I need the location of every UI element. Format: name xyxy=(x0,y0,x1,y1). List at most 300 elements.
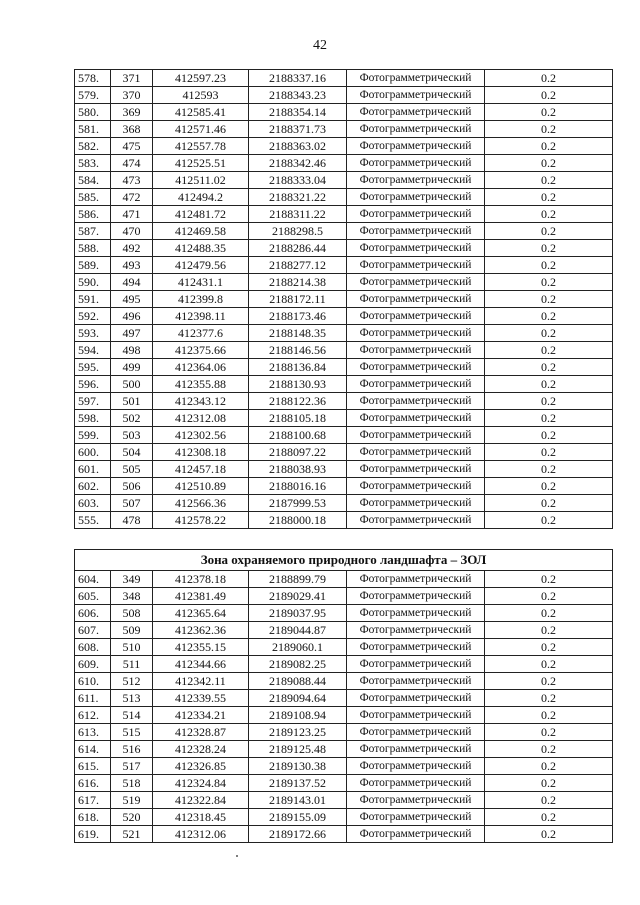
point-number-cell: 471 xyxy=(111,206,153,223)
point-number-cell: 510 xyxy=(111,639,153,656)
y-coordinate-cell: 2189029.41 xyxy=(249,588,347,605)
method-cell: Фотограмметрический xyxy=(347,206,485,223)
row-number-cell: 585. xyxy=(75,189,111,206)
row-number-cell: 588. xyxy=(75,240,111,257)
y-coordinate-cell: 2189037.95 xyxy=(249,605,347,622)
accuracy-cell: 0.2 xyxy=(485,223,613,240)
row-number-cell: 612. xyxy=(75,707,111,724)
accuracy-cell: 0.2 xyxy=(485,393,613,410)
point-number-cell: 503 xyxy=(111,427,153,444)
point-number-cell: 516 xyxy=(111,741,153,758)
table-row xyxy=(75,427,613,444)
y-coordinate-cell: 2188343.23 xyxy=(249,87,347,104)
row-number-cell: 609. xyxy=(75,656,111,673)
row-number-cell: 591. xyxy=(75,291,111,308)
method-cell: Фотограмметрический xyxy=(347,342,485,359)
method-cell: Фотограмметрический xyxy=(347,427,485,444)
point-number-cell: 474 xyxy=(111,155,153,172)
point-number-cell: 521 xyxy=(111,826,153,843)
x-coordinate-cell: 412326.85 xyxy=(153,758,249,775)
accuracy-cell: 0.2 xyxy=(485,291,613,308)
row-number-cell: 582. xyxy=(75,138,111,155)
method-cell: Фотограмметрический xyxy=(347,308,485,325)
zone-coordinates-table xyxy=(74,549,613,843)
table-row xyxy=(75,223,613,240)
x-coordinate-cell: 412431.1 xyxy=(153,274,249,291)
y-coordinate-cell: 2188321.22 xyxy=(249,189,347,206)
x-coordinate-cell: 412593 xyxy=(153,87,249,104)
point-number-cell: 497 xyxy=(111,325,153,342)
y-coordinate-cell: 2189094.64 xyxy=(249,690,347,707)
point-number-cell: 511 xyxy=(111,656,153,673)
point-number-cell: 349 xyxy=(111,571,153,588)
x-coordinate-cell: 412328.24 xyxy=(153,741,249,758)
accuracy-cell: 0.2 xyxy=(485,189,613,206)
x-coordinate-cell: 412578.22 xyxy=(153,512,249,529)
table-row xyxy=(75,690,613,707)
y-coordinate-cell: 2189137.52 xyxy=(249,775,347,792)
row-number-cell: 610. xyxy=(75,673,111,690)
accuracy-cell: 0.2 xyxy=(485,87,613,104)
method-cell: Фотограмметрический xyxy=(347,792,485,809)
x-coordinate-cell: 412479.56 xyxy=(153,257,249,274)
accuracy-cell: 0.2 xyxy=(485,826,613,843)
y-coordinate-cell: 2189143.01 xyxy=(249,792,347,809)
accuracy-cell: 0.2 xyxy=(485,622,613,639)
coordinates-table xyxy=(74,69,613,529)
table-row xyxy=(75,461,613,478)
accuracy-cell: 0.2 xyxy=(485,775,613,792)
y-coordinate-cell: 2187999.53 xyxy=(249,495,347,512)
accuracy-cell: 0.2 xyxy=(485,478,613,495)
accuracy-cell: 0.2 xyxy=(485,461,613,478)
method-cell: Фотограмметрический xyxy=(347,512,485,529)
x-coordinate-cell: 412488.35 xyxy=(153,240,249,257)
accuracy-cell: 0.2 xyxy=(485,376,613,393)
x-coordinate-cell: 412381.49 xyxy=(153,588,249,605)
table-row xyxy=(75,478,613,495)
table-row xyxy=(75,206,613,223)
y-coordinate-cell: 2188899.79 xyxy=(249,571,347,588)
table-row xyxy=(75,724,613,741)
y-coordinate-cell: 2188136.84 xyxy=(249,359,347,376)
method-cell: Фотограмметрический xyxy=(347,325,485,342)
row-number-cell: 615. xyxy=(75,758,111,775)
method-cell: Фотограмметрический xyxy=(347,410,485,427)
y-coordinate-cell: 2188363.02 xyxy=(249,138,347,155)
y-coordinate-cell: 2188146.56 xyxy=(249,342,347,359)
x-coordinate-cell: 412343.12 xyxy=(153,393,249,410)
accuracy-cell: 0.2 xyxy=(485,410,613,427)
scan-speck xyxy=(236,855,238,857)
table-row xyxy=(75,240,613,257)
y-coordinate-cell: 2189172.66 xyxy=(249,826,347,843)
method-cell: Фотограмметрический xyxy=(347,826,485,843)
accuracy-cell: 0.2 xyxy=(485,588,613,605)
accuracy-cell: 0.2 xyxy=(485,325,613,342)
y-coordinate-cell: 2188105.18 xyxy=(249,410,347,427)
y-coordinate-cell: 2189060.1 xyxy=(249,639,347,656)
x-coordinate-cell: 412308.18 xyxy=(153,444,249,461)
point-number-cell: 495 xyxy=(111,291,153,308)
x-coordinate-cell: 412365.64 xyxy=(153,605,249,622)
method-cell: Фотограмметрический xyxy=(347,274,485,291)
table-row xyxy=(75,172,613,189)
table-row xyxy=(75,257,613,274)
x-coordinate-cell: 412511.02 xyxy=(153,172,249,189)
point-number-cell: 500 xyxy=(111,376,153,393)
table-row xyxy=(75,359,613,376)
accuracy-cell: 0.2 xyxy=(485,673,613,690)
x-coordinate-cell: 412585.41 xyxy=(153,104,249,121)
point-number-cell: 492 xyxy=(111,240,153,257)
y-coordinate-cell: 2188311.22 xyxy=(249,206,347,223)
x-coordinate-cell: 412525.51 xyxy=(153,155,249,172)
table-row xyxy=(75,393,613,410)
y-coordinate-cell: 2188354.14 xyxy=(249,104,347,121)
method-cell: Фотограмметрический xyxy=(347,478,485,495)
point-number-cell: 478 xyxy=(111,512,153,529)
row-number-cell: 617. xyxy=(75,792,111,809)
method-cell: Фотограмметрический xyxy=(347,240,485,257)
method-cell: Фотограмметрический xyxy=(347,87,485,104)
method-cell: Фотограмметрический xyxy=(347,70,485,87)
table-row xyxy=(75,342,613,359)
point-number-cell: 473 xyxy=(111,172,153,189)
point-number-cell: 498 xyxy=(111,342,153,359)
table-row xyxy=(75,291,613,308)
table-row xyxy=(75,775,613,792)
method-cell: Фотограмметрический xyxy=(347,690,485,707)
table-row xyxy=(75,639,613,656)
point-number-cell: 505 xyxy=(111,461,153,478)
table-row xyxy=(75,571,613,588)
method-cell: Фотограмметрический xyxy=(347,724,485,741)
accuracy-cell: 0.2 xyxy=(485,308,613,325)
point-number-cell: 371 xyxy=(111,70,153,87)
coordinates-table-body xyxy=(75,70,613,529)
x-coordinate-cell: 412344.66 xyxy=(153,656,249,673)
row-number-cell: 555. xyxy=(75,512,111,529)
row-number-cell: 601. xyxy=(75,461,111,478)
row-number-cell: 584. xyxy=(75,172,111,189)
accuracy-cell: 0.2 xyxy=(485,512,613,529)
y-coordinate-cell: 2188000.18 xyxy=(249,512,347,529)
point-number-cell: 501 xyxy=(111,393,153,410)
accuracy-cell: 0.2 xyxy=(485,809,613,826)
method-cell: Фотограмметрический xyxy=(347,291,485,308)
row-number-cell: 605. xyxy=(75,588,111,605)
method-cell: Фотограмметрический xyxy=(347,121,485,138)
point-number-cell: 515 xyxy=(111,724,153,741)
y-coordinate-cell: 2188122.36 xyxy=(249,393,347,410)
accuracy-cell: 0.2 xyxy=(485,707,613,724)
y-coordinate-cell: 2189108.94 xyxy=(249,707,347,724)
table-row xyxy=(75,444,613,461)
point-number-cell: 513 xyxy=(111,690,153,707)
x-coordinate-cell: 412312.08 xyxy=(153,410,249,427)
table-row xyxy=(75,138,613,155)
table-row xyxy=(75,741,613,758)
row-number-cell: 600. xyxy=(75,444,111,461)
method-cell: Фотограмметрический xyxy=(347,673,485,690)
row-number-cell: 613. xyxy=(75,724,111,741)
row-number-cell: 581. xyxy=(75,121,111,138)
method-cell: Фотограмметрический xyxy=(347,622,485,639)
table-row xyxy=(75,121,613,138)
x-coordinate-cell: 412399.8 xyxy=(153,291,249,308)
x-coordinate-cell: 412377.6 xyxy=(153,325,249,342)
point-number-cell: 496 xyxy=(111,308,153,325)
x-coordinate-cell: 412334.21 xyxy=(153,707,249,724)
accuracy-cell: 0.2 xyxy=(485,724,613,741)
point-number-cell: 475 xyxy=(111,138,153,155)
table-row xyxy=(75,826,613,843)
table-row xyxy=(75,274,613,291)
method-cell: Фотограмметрический xyxy=(347,155,485,172)
x-coordinate-cell: 412328.87 xyxy=(153,724,249,741)
y-coordinate-cell: 2189088.44 xyxy=(249,673,347,690)
method-cell: Фотограмметрический xyxy=(347,393,485,410)
row-number-cell: 597. xyxy=(75,393,111,410)
table-row xyxy=(75,155,613,172)
y-coordinate-cell: 2188298.5 xyxy=(249,223,347,240)
x-coordinate-cell: 412597.23 xyxy=(153,70,249,87)
x-coordinate-cell: 412398.11 xyxy=(153,308,249,325)
x-coordinate-cell: 412324.84 xyxy=(153,775,249,792)
point-number-cell: 499 xyxy=(111,359,153,376)
x-coordinate-cell: 412364.06 xyxy=(153,359,249,376)
accuracy-cell: 0.2 xyxy=(485,104,613,121)
method-cell: Фотограмметрический xyxy=(347,605,485,622)
x-coordinate-cell: 412375.66 xyxy=(153,342,249,359)
point-number-cell: 368 xyxy=(111,121,153,138)
row-number-cell: 618. xyxy=(75,809,111,826)
x-coordinate-cell: 412557.78 xyxy=(153,138,249,155)
method-cell: Фотограмметрический xyxy=(347,809,485,826)
table-row xyxy=(75,495,613,512)
y-coordinate-cell: 2188214.38 xyxy=(249,274,347,291)
point-number-cell: 517 xyxy=(111,758,153,775)
row-number-cell: 608. xyxy=(75,639,111,656)
method-cell: Фотограмметрический xyxy=(347,461,485,478)
table-row xyxy=(75,707,613,724)
method-cell: Фотограмметрический xyxy=(347,257,485,274)
method-cell: Фотограмметрический xyxy=(347,444,485,461)
point-number-cell: 504 xyxy=(111,444,153,461)
y-coordinate-cell: 2188097.22 xyxy=(249,444,347,461)
table-row xyxy=(75,376,613,393)
point-number-cell: 512 xyxy=(111,673,153,690)
y-coordinate-cell: 2188100.68 xyxy=(249,427,347,444)
accuracy-cell: 0.2 xyxy=(485,690,613,707)
table-row xyxy=(75,70,613,87)
point-number-cell: 514 xyxy=(111,707,153,724)
row-number-cell: 593. xyxy=(75,325,111,342)
table-row xyxy=(75,673,613,690)
x-coordinate-cell: 412481.72 xyxy=(153,206,249,223)
y-coordinate-cell: 2188038.93 xyxy=(249,461,347,478)
accuracy-cell: 0.2 xyxy=(485,155,613,172)
accuracy-cell: 0.2 xyxy=(485,240,613,257)
method-cell: Фотограмметрический xyxy=(347,571,485,588)
row-number-cell: 579. xyxy=(75,87,111,104)
row-number-cell: 607. xyxy=(75,622,111,639)
method-cell: Фотограмметрический xyxy=(347,639,485,656)
method-cell: Фотограмметрический xyxy=(347,758,485,775)
method-cell: Фотограмметрический xyxy=(347,172,485,189)
point-number-cell: 493 xyxy=(111,257,153,274)
table-row xyxy=(75,308,613,325)
point-number-cell: 506 xyxy=(111,478,153,495)
method-cell: Фотограмметрический xyxy=(347,138,485,155)
point-number-cell: 509 xyxy=(111,622,153,639)
accuracy-cell: 0.2 xyxy=(485,206,613,223)
point-number-cell: 519 xyxy=(111,792,153,809)
row-number-cell: 586. xyxy=(75,206,111,223)
row-number-cell: 589. xyxy=(75,257,111,274)
x-coordinate-cell: 412494.2 xyxy=(153,189,249,206)
table-row xyxy=(75,104,613,121)
row-number-cell: 595. xyxy=(75,359,111,376)
accuracy-cell: 0.2 xyxy=(485,444,613,461)
method-cell: Фотограмметрический xyxy=(347,588,485,605)
row-number-cell: 604. xyxy=(75,571,111,588)
x-coordinate-cell: 412469.58 xyxy=(153,223,249,240)
zone-title: Зона охраняемого природного ландшафта – ЗОЛ xyxy=(75,550,613,571)
y-coordinate-cell: 2188173.46 xyxy=(249,308,347,325)
accuracy-cell: 0.2 xyxy=(485,639,613,656)
method-cell: Фотограмметрический xyxy=(347,104,485,121)
y-coordinate-cell: 2188333.04 xyxy=(249,172,347,189)
row-number-cell: 590. xyxy=(75,274,111,291)
row-number-cell: 603. xyxy=(75,495,111,512)
point-number-cell: 472 xyxy=(111,189,153,206)
row-number-cell: 602. xyxy=(75,478,111,495)
x-coordinate-cell: 412566.36 xyxy=(153,495,249,512)
table-row xyxy=(75,325,613,342)
method-cell: Фотограмметрический xyxy=(347,189,485,206)
x-coordinate-cell: 412457.18 xyxy=(153,461,249,478)
y-coordinate-cell: 2188286.44 xyxy=(249,240,347,257)
table-row xyxy=(75,189,613,206)
y-coordinate-cell: 2188277.12 xyxy=(249,257,347,274)
y-coordinate-cell: 2188371.73 xyxy=(249,121,347,138)
point-number-cell: 348 xyxy=(111,588,153,605)
accuracy-cell: 0.2 xyxy=(485,571,613,588)
row-number-cell: 611. xyxy=(75,690,111,707)
accuracy-cell: 0.2 xyxy=(485,138,613,155)
method-cell: Фотограмметрический xyxy=(347,656,485,673)
method-cell: Фотограмметрический xyxy=(347,223,485,240)
table-row xyxy=(75,656,613,673)
point-number-cell: 470 xyxy=(111,223,153,240)
accuracy-cell: 0.2 xyxy=(485,274,613,291)
row-number-cell: 596. xyxy=(75,376,111,393)
y-coordinate-cell: 2189044.87 xyxy=(249,622,347,639)
point-number-cell: 370 xyxy=(111,87,153,104)
point-number-cell: 520 xyxy=(111,809,153,826)
accuracy-cell: 0.2 xyxy=(485,342,613,359)
x-coordinate-cell: 412342.11 xyxy=(153,673,249,690)
x-coordinate-cell: 412302.56 xyxy=(153,427,249,444)
row-number-cell: 614. xyxy=(75,741,111,758)
table-row xyxy=(75,605,613,622)
method-cell: Фотограмметрический xyxy=(347,741,485,758)
table-row xyxy=(75,410,613,427)
table-row xyxy=(75,512,613,529)
y-coordinate-cell: 2188342.46 xyxy=(249,155,347,172)
row-number-cell: 599. xyxy=(75,427,111,444)
point-number-cell: 494 xyxy=(111,274,153,291)
accuracy-cell: 0.2 xyxy=(485,495,613,512)
method-cell: Фотограмметрический xyxy=(347,359,485,376)
method-cell: Фотограмметрический xyxy=(347,775,485,792)
row-number-cell: 616. xyxy=(75,775,111,792)
row-number-cell: 619. xyxy=(75,826,111,843)
x-coordinate-cell: 412312.06 xyxy=(153,826,249,843)
x-coordinate-cell: 412322.84 xyxy=(153,792,249,809)
row-number-cell: 583. xyxy=(75,155,111,172)
accuracy-cell: 0.2 xyxy=(485,741,613,758)
x-coordinate-cell: 412355.15 xyxy=(153,639,249,656)
row-number-cell: 598. xyxy=(75,410,111,427)
x-coordinate-cell: 412318.45 xyxy=(153,809,249,826)
point-number-cell: 507 xyxy=(111,495,153,512)
x-coordinate-cell: 412571.46 xyxy=(153,121,249,138)
y-coordinate-cell: 2188148.35 xyxy=(249,325,347,342)
accuracy-cell: 0.2 xyxy=(485,359,613,376)
y-coordinate-cell: 2188016.16 xyxy=(249,478,347,495)
accuracy-cell: 0.2 xyxy=(485,172,613,189)
accuracy-cell: 0.2 xyxy=(485,656,613,673)
page-number: 42 xyxy=(313,38,327,53)
y-coordinate-cell: 2189125.48 xyxy=(249,741,347,758)
accuracy-cell: 0.2 xyxy=(485,605,613,622)
row-number-cell: 592. xyxy=(75,308,111,325)
accuracy-cell: 0.2 xyxy=(485,758,613,775)
row-number-cell: 580. xyxy=(75,104,111,121)
x-coordinate-cell: 412510.89 xyxy=(153,478,249,495)
y-coordinate-cell: 2188172.11 xyxy=(249,291,347,308)
point-number-cell: 502 xyxy=(111,410,153,427)
row-number-cell: 594. xyxy=(75,342,111,359)
accuracy-cell: 0.2 xyxy=(485,792,613,809)
y-coordinate-cell: 2188337.16 xyxy=(249,70,347,87)
method-cell: Фотограмметрический xyxy=(347,376,485,393)
y-coordinate-cell: 2189155.09 xyxy=(249,809,347,826)
accuracy-cell: 0.2 xyxy=(485,70,613,87)
table-row xyxy=(75,758,613,775)
point-number-cell: 518 xyxy=(111,775,153,792)
accuracy-cell: 0.2 xyxy=(485,121,613,138)
method-cell: Фотограмметрический xyxy=(347,495,485,512)
y-coordinate-cell: 2189123.25 xyxy=(249,724,347,741)
point-number-cell: 369 xyxy=(111,104,153,121)
y-coordinate-cell: 2189082.25 xyxy=(249,656,347,673)
zone-coordinates-table-body xyxy=(75,550,613,843)
table-row xyxy=(75,809,613,826)
table-row xyxy=(75,87,613,104)
x-coordinate-cell: 412339.55 xyxy=(153,690,249,707)
accuracy-cell: 0.2 xyxy=(485,427,613,444)
zone-header-row xyxy=(75,550,613,571)
point-number-cell: 508 xyxy=(111,605,153,622)
x-coordinate-cell: 412378.18 xyxy=(153,571,249,588)
row-number-cell: 606. xyxy=(75,605,111,622)
row-number-cell: 578. xyxy=(75,70,111,87)
x-coordinate-cell: 412355.88 xyxy=(153,376,249,393)
